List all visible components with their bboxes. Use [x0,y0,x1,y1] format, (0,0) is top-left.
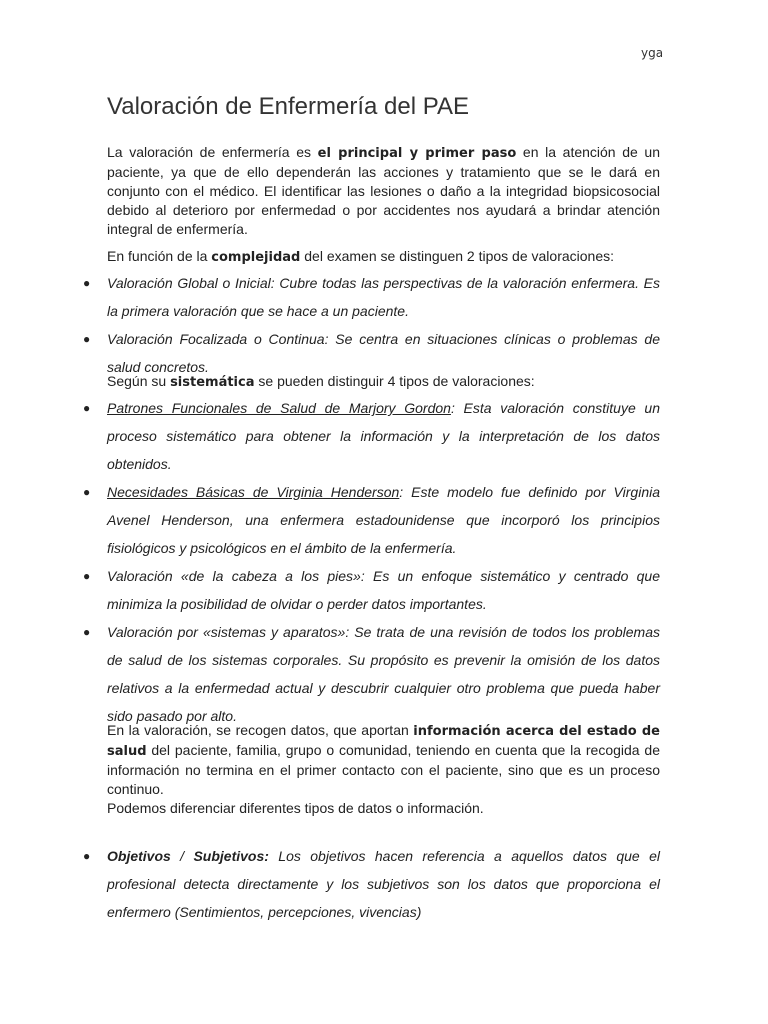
list-item-text: Valoración por «sistemas y aparatos»: Se trata de una revisión de todos los problemas de salud de los sistemas corporales. Su propósito es prevenir la omisión de los datos relativos a la enfermedad actual y descubrir cualquier otro problema que pueda haber sido pasado por alto. [107,624,660,724]
systematic-text-1: Según su [107,373,171,389]
data-collection-text-2: del paciente, familia, grupo o comunidad, teniendo en cuenta que la recogida de información no termina en el primer contacto con el paciente, sino que es un proceso continuo. [107,742,660,797]
intro-paragraph [107,143,660,239]
objective-label: Objetivos [107,848,171,864]
list-item-text: Los objetivos hacen referencia a aquellos datos que el profesional detecta directamente y los subjetivos son los datos que proporciona el enfermero (Sentimientos, percepciones, vivencias) [107,848,660,920]
list-item-underlined: Patrones Funcionales de Salud de Marjory Gordon [107,400,451,416]
intro-text-2: en la atención de un paciente, ya que de ello dependerán las acciones y tratamiento que se le dará en conjunto con el médico. El identificar las lesiones o daño a la integridad biopsicosocial debido al deterioro por enfermedad o por accidentes nos ayudará a brindar atención integral de enfermería. [107,144,661,237]
bullet-icon: ● [83,332,91,346]
header-mark: yga [641,46,664,60]
bullet-icon: ● [83,849,91,863]
list-item [83,842,660,926]
complexity-text-1: En función de la [107,248,212,264]
list-item-text: Valoración «de la cabeza a los pies»: Es un enfoque sistemático y centrado que minimiza la posibilidad de olvidar o perder datos importantes. [107,568,660,612]
systematic-text-2: se pueden distinguir 4 tipos de valoraciones: [254,373,535,389]
types-intro-paragraph: Podemos diferenciar diferentes tipos de datos o información. [107,800,484,816]
list-item [83,618,660,730]
spacer [107,818,660,840]
page-title: Valoración de Enfermería del PAE [107,93,469,120]
complexity-list [83,269,660,381]
list-item-text: Valoración Focalizada o Continua: Se centra en situaciones clínicas o problemas de salud concretos. [107,331,660,375]
data-collection-paragraph [107,721,660,799]
subjective-label: Subjetivos: [193,848,269,864]
document-page [83,92,661,926]
bullet-icon: ● [83,625,91,639]
bullet-icon: ● [83,276,91,290]
systematic-bold: sistemática [170,375,255,390]
complexity-paragraph [107,247,660,267]
separator: / [170,848,194,864]
list-item [83,562,660,618]
systematic-list [83,394,660,730]
complexity-text-2: del examen se distinguen 2 tipos de valoraciones: [300,248,614,264]
data-types-list [83,842,660,926]
bullet-icon: ● [83,485,91,499]
list-item-underlined: Necesidades Básicas de Virginia Henderson [107,484,400,500]
complexity-bold: complejidad [211,250,301,265]
data-collection-bold: información acerca del estado de salud [107,724,660,759]
list-item [83,269,660,325]
list-item [83,325,660,381]
list-item-text: Valoración Global o Inicial: Cubre todas las perspectivas de la valoración enfermera. Es la primera valoración que se hace a un paciente. [107,275,660,319]
list-item-text: : Esta valoración constituye un proceso sistemático para obtener la información y la interpretación de los datos obtenidos. [107,400,660,472]
intro-text-1: La valoración de enfermería es [107,144,318,160]
bullet-icon: ● [83,401,91,415]
data-collection-text-1: En la valoración, se recogen datos, que aportan [107,722,414,738]
list-item [83,394,660,478]
list-item [83,478,660,562]
list-item-text: : Este modelo fue definido por Virginia Avenel Henderson, una enfermera estadounidense que incorporó los principios fisiológicos y psicológicos en el ámbito de la enfermería. [107,484,660,556]
intro-bold: el principal y primer paso [317,146,517,161]
bullet-icon: ● [83,569,91,583]
